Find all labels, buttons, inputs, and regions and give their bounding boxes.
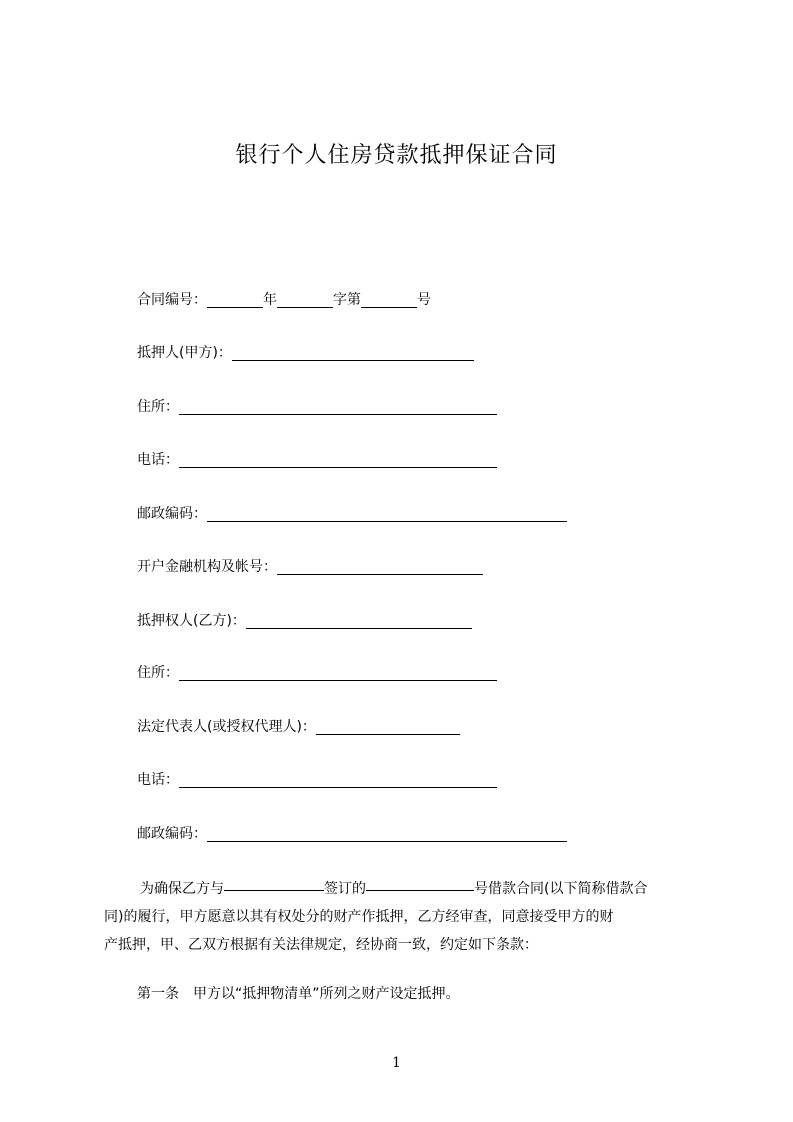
mortgagor-label: 抵押人(甲方)： (137, 345, 232, 361)
contract-no-suffix: 号 (417, 292, 431, 308)
mortgagee-label: 抵押权人(乙方)： (137, 613, 246, 629)
contract-char-blank[interactable] (277, 291, 333, 308)
mortgagee-postcode-field (137, 824, 567, 844)
mortgagee-address-label: 住所： (137, 665, 179, 681)
clause-1-number: 第一条 (137, 986, 179, 1002)
contract-year-suffix: 年 (263, 292, 277, 308)
mortgagor-phone-blank[interactable] (179, 451, 497, 468)
mortgagor-postcode-field (137, 504, 567, 524)
mortgagee-phone-blank[interactable] (179, 771, 497, 788)
preamble-line-2: 同)的履行，甲方愿意以其有权处分的财产作抵押，乙方经审查，同意接受甲方的财 (104, 909, 614, 925)
bank-account-blank[interactable] (277, 558, 483, 575)
contract-number-label: 合同编号： (137, 292, 207, 308)
mortgagor-phone-label: 电话： (137, 452, 179, 468)
contract-year-blank[interactable] (207, 291, 263, 308)
mortgagor-phone-field (137, 450, 497, 470)
legal-rep-label: 法定代表人(或授权代理人)： (137, 719, 316, 735)
mortgagor-blank[interactable] (232, 344, 474, 361)
mortgagee-blank[interactable] (246, 612, 472, 629)
contract-number-field (137, 290, 431, 310)
legal-rep-blank[interactable] (316, 718, 460, 735)
mortgagor-postcode-blank[interactable] (207, 505, 567, 522)
preamble-paragraph (104, 874, 704, 959)
mortgagee-address-blank[interactable] (179, 664, 497, 681)
mortgagor-address-field (137, 397, 497, 417)
mortgagee-phone-label: 电话： (137, 772, 179, 788)
preamble-part-3: 号借款合同(以下简称借款合 (474, 881, 648, 897)
legal-rep-field (137, 717, 460, 737)
mortgagee-field (137, 611, 472, 631)
bank-account-label: 开户金融机构及帐号： (137, 559, 277, 575)
bank-account-field (137, 557, 483, 577)
loan-contract-no-blank[interactable] (366, 874, 474, 891)
clause-1-text: 甲方以“抵押物清单”所列之财产设定抵押。 (193, 986, 460, 1002)
preamble-line-3: 产抵押，甲、乙双方根据有关法律规定，经协商一致，约定如下条款： (104, 937, 538, 953)
mortgagor-address-label: 住所： (137, 399, 179, 415)
mortgagee-postcode-blank[interactable] (207, 825, 567, 842)
mortgagee-phone-field (137, 770, 497, 790)
page-number: 1 (392, 1055, 401, 1071)
document-title: 银行个人住房贷款抵押保证合同 (235, 143, 558, 168)
contract-no-blank[interactable] (361, 291, 417, 308)
mortgagor-field (137, 343, 474, 363)
borrower-blank[interactable] (224, 874, 324, 891)
contract-char-suffix: 字第 (333, 292, 361, 308)
mortgagor-postcode-label: 邮政编码： (137, 506, 207, 522)
preamble-part-1: 为确保乙方与 (140, 881, 224, 897)
preamble-line-1 (104, 874, 704, 903)
preamble-part-2: 签订的 (324, 881, 366, 897)
clause-1 (137, 984, 460, 1004)
mortgagee-address-field (137, 663, 497, 683)
mortgagee-postcode-label: 邮政编码： (137, 826, 207, 842)
mortgagor-address-blank[interactable] (179, 398, 497, 415)
